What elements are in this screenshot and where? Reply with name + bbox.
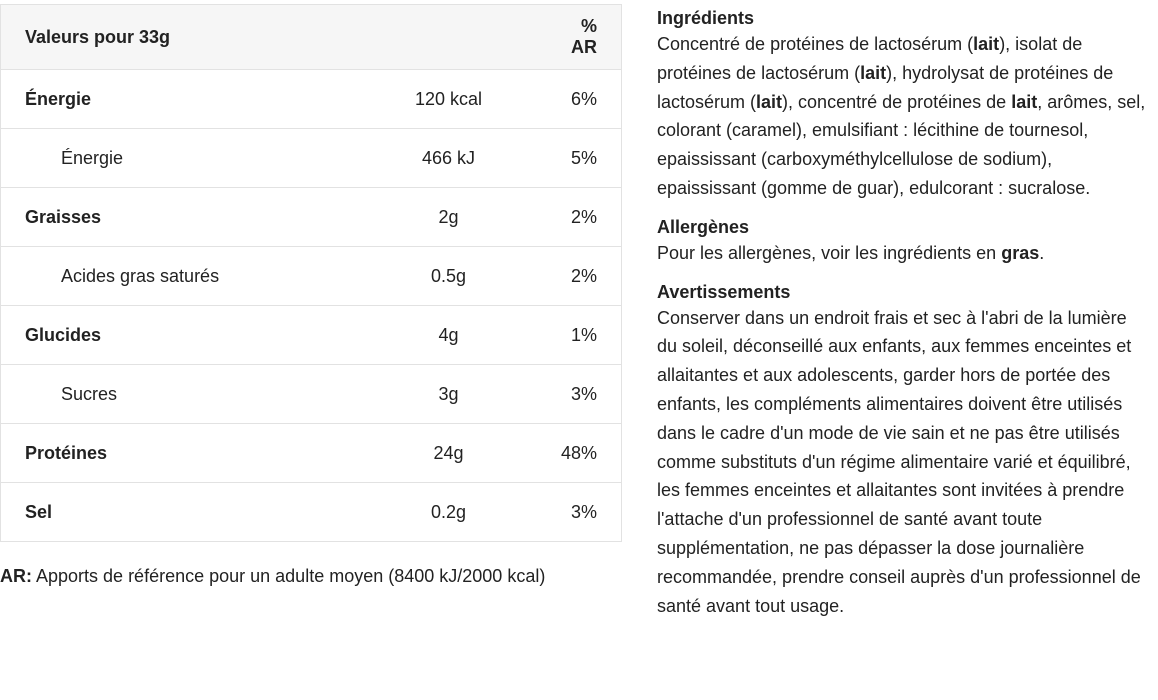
nutrient-percent: 3% <box>537 365 622 424</box>
ingredients-segment: Concentré de protéines de lactosérum ( <box>657 34 974 54</box>
nutrient-amount: 0.5g <box>360 247 537 306</box>
ingredients-segment: ), concentré de protéines de <box>782 91 1012 112</box>
nutrition-row <box>1 365 622 424</box>
warnings-title: Avertissements <box>657 281 791 302</box>
warnings-text: Conserver dans un endroit frais et sec à l'abri de la lumière du soleil, déconseillé aux enfants, aux femmes enceintes et allaitantes et aux adolescents, garder hors de portée des enfants, les compléments alimentaires doivent être utilisés dans le cadre d'un mode de vie sain et ne pas être utilisés comme substituts d'un régime alimentaire varié et équilibré, les femmes enceintes et allaitantes sont invitées à prendre l'attache d'un professionnel de santé avant toute supplémentation, ne pas dépasser la dose journalière recommandée, prendre conseil auprès d'un professionnel de santé avant tout usage. <box>657 307 1141 616</box>
nutrient-percent: 2% <box>537 188 622 247</box>
allergens-text <box>657 239 1149 268</box>
allergens-title: Allergènes <box>657 216 750 237</box>
allergen-highlight: lait <box>860 62 887 83</box>
nutrient-name: Graisses <box>1 188 360 247</box>
reference-footnote <box>0 566 545 587</box>
nutrient-name: Protéines <box>1 424 360 483</box>
nutrient-amount: 2g <box>360 188 537 247</box>
nutrition-row <box>1 70 622 129</box>
nutrition-table <box>0 4 622 542</box>
ingredients-segment: , arômes, sel, colorant (caramel), emulsifiant : lécithine de tournesol, epaississant (carboxyméthylcellulose de sodium), epaississant (gomme de guar), edulcorant : sucralose. <box>657 91 1146 198</box>
nutrition-table-body <box>1 70 622 542</box>
nutrient-name: Énergie <box>1 129 360 188</box>
footnote-text: Apports de référence pour un adulte moyen (8400 kJ/2000 kcal) <box>32 566 546 586</box>
nutrition-row <box>1 424 622 483</box>
nutrition-row <box>1 129 622 188</box>
nutrition-row <box>1 483 622 542</box>
allergen-highlight: lait <box>756 91 783 112</box>
nutrient-name: Énergie <box>1 70 360 129</box>
allergen-highlight: lait <box>973 34 1000 54</box>
nutrient-name: Glucides <box>1 306 360 365</box>
allergen-highlight: lait <box>1011 91 1038 112</box>
nutrition-panel <box>0 4 622 542</box>
allergens-text-before: Pour les allergènes, voir les ingrédients en <box>657 242 1002 263</box>
nutrient-percent: 5% <box>537 129 622 188</box>
ingredients-section <box>657 6 1149 203</box>
ingredients-segment: ), isolat de protéines de lactosérum ( <box>657 34 1083 83</box>
footnote-label: AR: <box>0 566 32 586</box>
nutrition-header-row <box>1 5 622 70</box>
nutrient-percent: 48% <box>537 424 622 483</box>
allergens-text-after: . <box>1039 242 1045 263</box>
nutrient-amount: 0.2g <box>360 483 537 542</box>
nutrition-row <box>1 247 622 306</box>
nutrient-percent: 6% <box>537 70 622 129</box>
nutrient-name: Sucres <box>1 365 360 424</box>
nutrient-amount: 4g <box>360 306 537 365</box>
nutrition-row <box>1 306 622 365</box>
nutrient-percent: 3% <box>537 483 622 542</box>
nutrient-amount: 3g <box>360 365 537 424</box>
header-percent-label: % AR <box>537 5 622 70</box>
nutrient-amount: 120 kcal <box>360 70 537 129</box>
ingredients-segment: ), hydrolysat de protéines de lactosérum ( <box>657 62 1114 112</box>
nutrient-amount: 24g <box>360 424 537 483</box>
header-serving-label: Valeurs pour 33g <box>1 5 360 70</box>
header-value-label <box>360 5 537 70</box>
nutrient-percent: 2% <box>537 247 622 306</box>
nutrient-amount: 466 kJ <box>360 129 537 188</box>
product-info <box>657 6 1149 632</box>
allergens-bold-word: gras <box>1001 242 1040 263</box>
ingredients-title: Ingrédients <box>657 8 755 28</box>
nutrient-percent: 1% <box>537 306 622 365</box>
allergens-section <box>657 215 1149 268</box>
ingredients-text <box>657 30 1149 203</box>
warnings-section <box>657 280 1149 621</box>
nutrient-name: Sel <box>1 483 360 542</box>
nutrient-name: Acides gras saturés <box>1 247 360 306</box>
nutrition-row <box>1 188 622 247</box>
